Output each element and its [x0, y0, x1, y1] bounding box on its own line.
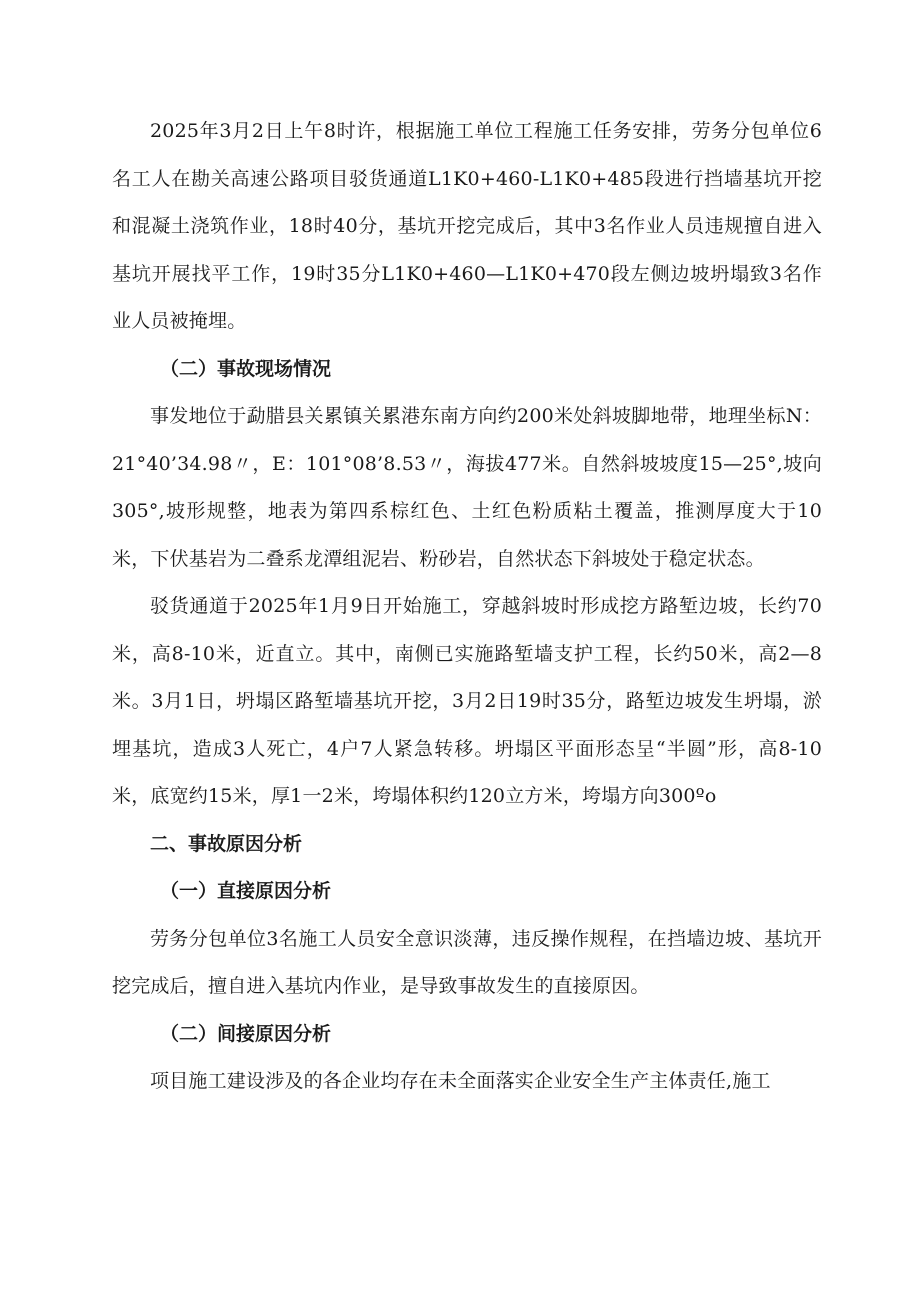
document-body	[112, 108, 822, 1106]
heading-direct-cause: （一）直接原因分析	[160, 880, 332, 902]
paragraph-construction-details: 驳货通道于2025年1月9日开始施工，穿越斜坡时形成挖方路堑边坡，长约70米，高8-10米，近直立。其中，南侧已实施路堑墙支护工程，长约50米，高2—8米。3月1日，坍塌区路堑墙基坑开挖，3月2日19时35分，路堑边坡发生坍塌，淤埋基坑，造成3人死亡，4户7人紧急转移。坍塌区平面形态呈“半圆”形，高8-10米，底宽约15米，厚1一2米，垮塌体积约120立方米，垮塌方向300ºo	[112, 595, 822, 807]
heading-cause-analysis: 二、事故原因分析	[150, 832, 303, 855]
heading-indirect-cause: （二）间接原因分析	[160, 1022, 332, 1045]
paragraph-scene-location: 事发地位于勐腊县关累镇关累港东南方向约200米处斜坡脚地带，地理坐标N：21°40’34.98〃，E：101°08’8.53〃，海拔477米。自然斜坡坡度15—25°,坡向305°,坡形规整，地表为第四系棕红色、土红色粉质粘土覆盖，推测厚度大于10米，下伏基岩为二叠系龙潭组泥岩、粉砂岩，自然状态下斜坡处于稳定状态。	[112, 405, 822, 570]
paragraph-indirect-cause: 项目施工建设涉及的各企业均存在未全面落实企业安全生产主体责任,施工	[150, 1070, 771, 1092]
paragraph-accident-process: 2025年3月2日上午8时许，根据施工单位工程施工任务安排，劳务分包单位6名工人在勘关高速公路项目驳货通道L1K0+460-L1K0+485段进行挡墙基坑开挖和混凝土浇筑作业，18时40分，基坑开挖完成后，其中3名作业人员违规擅自进入基坑开展找平工作，19时35分L1K0+460—L1K0+470段左侧边坡坍塌致3名作业人员被掩埋。	[112, 120, 822, 332]
heading-accident-scene: （二）事故现场情况	[160, 357, 332, 380]
paragraph-direct-cause: 劳务分包单位3名施工人员安全意识淡薄，违反操作规程，在挡墙边坡、基坑开挖完成后，擅自进入基坑内作业，是导致事故发生的直接原因。	[112, 927, 822, 997]
